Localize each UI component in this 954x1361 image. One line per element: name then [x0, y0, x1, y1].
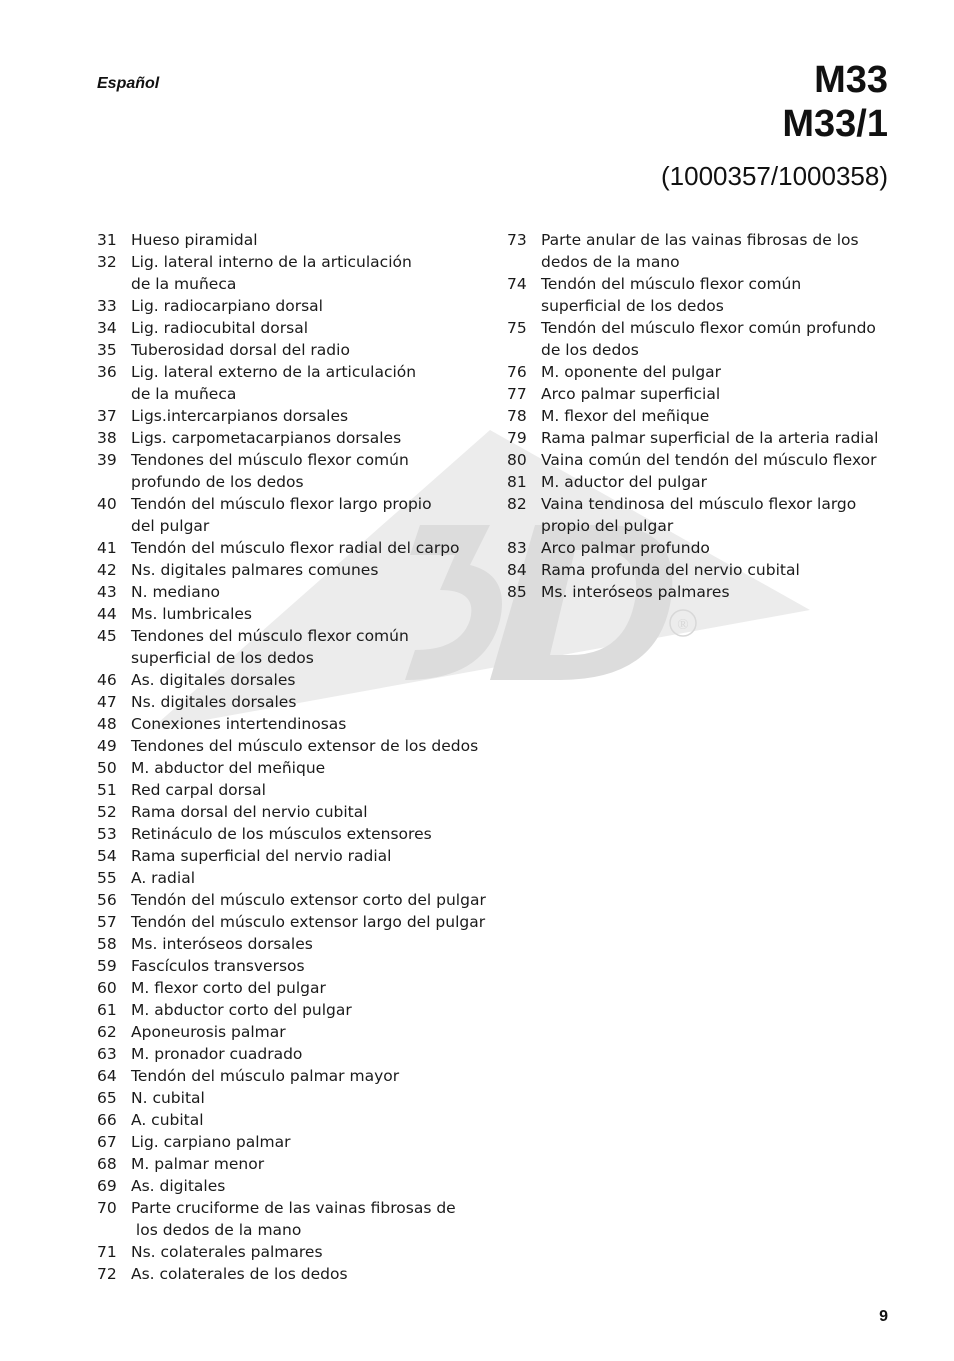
legend-item [507, 559, 897, 581]
legend-item-number: 71 [97, 1243, 117, 1261]
registered-mark-letter: ® [677, 617, 689, 633]
legend-item-number: 55 [97, 869, 117, 887]
legend-item-text: Retináculo de los músculos extensores [131, 825, 432, 843]
legend-item [97, 1197, 487, 1241]
legend-item-number: 85 [507, 583, 527, 601]
legend-item [97, 405, 487, 427]
legend-item [97, 449, 487, 493]
legend-item [97, 933, 487, 955]
legend-item-number: 72 [97, 1265, 117, 1283]
legend-item-text: Rama dorsal del nervio cubital [131, 803, 368, 821]
legend-item-number: 61 [97, 1001, 117, 1019]
legend-item-number: 56 [97, 891, 117, 909]
legend-item-number: 43 [97, 583, 117, 601]
legend-item-text: As. digitales [131, 1177, 226, 1195]
legend-item [97, 1109, 487, 1131]
legend-item-text: Ms. interóseos palmares [541, 583, 730, 601]
legend-item [507, 273, 897, 317]
legend-item-text: Lig. lateral interno de la articulación de la muñeca [131, 253, 412, 293]
legend-item [507, 317, 897, 361]
legend-item-text: Arco palmar profundo [541, 539, 710, 557]
legend-item [97, 801, 487, 823]
legend-item-text: Ns. digitales palmares comunes [131, 561, 379, 579]
legend-item-text: Lig. carpiano palmar [131, 1133, 291, 1151]
legend-item [97, 251, 487, 295]
legend-item-text: Hueso piramidal [131, 231, 258, 249]
legend-item-text: Tendón del músculo flexor largo propio del pulgar [131, 495, 432, 535]
legend-item-text: N. cubital [131, 1089, 205, 1107]
legend-item [97, 713, 487, 735]
legend-item [97, 757, 487, 779]
legend-item [97, 537, 487, 559]
legend-item [97, 317, 487, 339]
legend-item-text: Rama profunda del nervio cubital [541, 561, 800, 579]
language-label: Español [97, 75, 160, 92]
legend-item-number: 76 [507, 363, 527, 381]
legend-item-number: 64 [97, 1067, 117, 1085]
legend-item [97, 1241, 487, 1263]
legend-item-text: M. flexor del meñique [541, 407, 710, 425]
legend-item-text: Tendón del músculo palmar mayor [131, 1067, 400, 1085]
legend-item-number: 82 [507, 495, 527, 513]
legend-item [97, 955, 487, 977]
legend-item [97, 1175, 487, 1197]
legend-item [97, 845, 487, 867]
legend-item-text: A. cubital [131, 1111, 204, 1129]
legend-item-number: 51 [97, 781, 117, 799]
legend-item-text: Aponeurosis palmar [131, 1023, 286, 1041]
legend-item [507, 537, 897, 559]
legend-item-text: Tendón del músculo flexor radial del carpo [131, 539, 460, 557]
legend-item-number: 81 [507, 473, 527, 491]
legend-item-number: 62 [97, 1023, 117, 1041]
legend-column-left [97, 229, 487, 1285]
legend-item-number: 33 [97, 297, 117, 315]
legend-item [507, 427, 897, 449]
legend-item [97, 361, 487, 405]
legend-item-text: Rama superficial del nervio radial [131, 847, 392, 865]
legend-item [97, 1131, 487, 1153]
legend-item [97, 1043, 487, 1065]
legend-item-text: Parte cruciforme de las vainas fibrosas de los dedos de la mano [131, 1199, 456, 1239]
legend-item [97, 581, 487, 603]
legend-item-text: M. pronador cuadrado [131, 1045, 303, 1063]
legend-item-number: 41 [97, 539, 117, 557]
legend-item-text: Parte anular de las vainas fibrosas de los dedos de la mano [541, 231, 859, 271]
legend-item [97, 867, 487, 889]
legend-item-text: Tuberosidad dorsal del radio [131, 341, 350, 359]
legend-item-text: Tendones del músculo extensor de los dedos [131, 737, 479, 755]
legend-item-text: Red carpal dorsal [131, 781, 266, 799]
legend-item-number: 49 [97, 737, 117, 755]
legend-item-number: 52 [97, 803, 117, 821]
legend-item-text: As. colaterales de los dedos [131, 1265, 348, 1283]
legend-item-text: Ligs.intercarpianos dorsales [131, 407, 349, 425]
legend-item-text: M. abductor corto del pulgar [131, 1001, 352, 1019]
legend-item-text: Ns. colaterales palmares [131, 1243, 323, 1261]
legend-item [507, 361, 897, 383]
legend-item-text: Arco palmar superficial [541, 385, 721, 403]
legend-item-number: 58 [97, 935, 117, 953]
legend-item-number: 83 [507, 539, 527, 557]
legend-item-number: 35 [97, 341, 117, 359]
legend-column-right [507, 229, 897, 603]
model-secondary: M33/1 [782, 103, 888, 145]
legend-item-number: 60 [97, 979, 117, 997]
legend-item-text: M. aductor del pulgar [541, 473, 708, 491]
legend-item-text: M. abductor del meñique [131, 759, 326, 777]
legend-item-number: 68 [97, 1155, 117, 1173]
legend-item [97, 559, 487, 581]
legend-item-text: Ms. lumbricales [131, 605, 252, 623]
legend-item-text: As. digitales dorsales [131, 671, 296, 689]
legend-item-number: 59 [97, 957, 117, 975]
legend-item [97, 779, 487, 801]
legend-item [97, 339, 487, 361]
legend-item-number: 54 [97, 847, 117, 865]
legend-item-text: M. oponente del pulgar [541, 363, 722, 381]
legend-item [97, 1263, 487, 1285]
legend-item-number: 66 [97, 1111, 117, 1129]
legend-item-number: 38 [97, 429, 117, 447]
legend-item-number: 65 [97, 1089, 117, 1107]
legend-item [97, 229, 487, 251]
legend-item [97, 889, 487, 911]
legend-item [97, 735, 487, 757]
legend-item-number: 47 [97, 693, 117, 711]
legend-item [507, 581, 897, 603]
legend-item-number: 57 [97, 913, 117, 931]
product-codes: (1000357/1000358) [661, 161, 888, 191]
legend-item [507, 471, 897, 493]
legend-item-number: 67 [97, 1133, 117, 1151]
legend-item-number: 84 [507, 561, 527, 579]
legend-item-text: Ms. interóseos dorsales [131, 935, 313, 953]
legend-item-number: 50 [97, 759, 117, 777]
legend-item-number: 73 [507, 231, 527, 249]
legend-item-number: 40 [97, 495, 117, 513]
legend-item-number: 75 [507, 319, 527, 337]
legend-item-number: 74 [507, 275, 527, 293]
legend-item-number: 32 [97, 253, 117, 271]
legend-item-number: 78 [507, 407, 527, 425]
title-block [661, 58, 888, 191]
legend-item-text: Lig. radiocarpiano dorsal [131, 297, 323, 315]
legend-item-number: 44 [97, 605, 117, 623]
legend-item-number: 70 [97, 1199, 117, 1217]
legend-item-number: 37 [97, 407, 117, 425]
legend-item-number: 42 [97, 561, 117, 579]
legend-item [97, 625, 487, 669]
legend-item-number: 36 [97, 363, 117, 381]
legend-item [97, 1021, 487, 1043]
legend-item-text: N. mediano [131, 583, 221, 601]
legend-item-number: 46 [97, 671, 117, 689]
legend-item [97, 295, 487, 317]
legend-item-text: Ligs. carpometacarpianos dorsales [131, 429, 402, 447]
legend-item [97, 999, 487, 1021]
legend-item [97, 669, 487, 691]
legend-item-text: Vaina común del tendón del músculo flexor [541, 451, 877, 469]
legend-item-number: 48 [97, 715, 117, 733]
legend-item [97, 823, 487, 845]
legend-item-number: 77 [507, 385, 527, 403]
legend-item-text: M. palmar menor [131, 1155, 265, 1173]
legend-item [97, 603, 487, 625]
legend-item-text: Tendón del músculo flexor común superficial de los dedos [541, 275, 802, 315]
legend-item-number: 53 [97, 825, 117, 843]
legend-item-text: Tendón del músculo flexor común profundo de los dedos [541, 319, 876, 359]
legend-item [507, 383, 897, 405]
legend-item-text: Tendón del músculo extensor largo del pulgar [131, 913, 486, 931]
legend-item-text: Vaina tendinosa del músculo flexor largo propio del pulgar [541, 495, 857, 535]
legend-item-text: Tendones del músculo flexor común superficial de los dedos [131, 627, 409, 667]
page-number: 9 [879, 1308, 888, 1325]
legend-item [97, 1153, 487, 1175]
legend-item [97, 911, 487, 933]
legend-item [507, 405, 897, 427]
legend-item-number: 80 [507, 451, 527, 469]
legend-item-number: 34 [97, 319, 117, 337]
legend-item-text: Fascículos transversos [131, 957, 305, 975]
legend-item [97, 493, 487, 537]
legend-item-number: 31 [97, 231, 117, 249]
model-primary: M33 [814, 59, 888, 101]
legend-item [97, 691, 487, 713]
legend-item [507, 229, 897, 273]
legend-item-text: M. flexor corto del pulgar [131, 979, 326, 997]
legend-item-number: 69 [97, 1177, 117, 1195]
legend-item [97, 427, 487, 449]
legend-item-number: 45 [97, 627, 117, 645]
legend-item-text: Tendones del músculo flexor común profundo de los dedos [131, 451, 409, 491]
legend-item-text: Conexiones intertendinosas [131, 715, 347, 733]
legend-item-number: 79 [507, 429, 527, 447]
legend-item-text: A. radial [131, 869, 196, 887]
legend-item [507, 449, 897, 471]
legend-item-text: Lig. radiocubital dorsal [131, 319, 309, 337]
legend-item [97, 1065, 487, 1087]
legend-item [507, 493, 897, 537]
legend-item-number: 63 [97, 1045, 117, 1063]
legend-item-text: Lig. lateral externo de la articulación de la muñeca [131, 363, 417, 403]
legend-item-text: Tendón del músculo extensor corto del pulgar [131, 891, 486, 909]
legend-item-number: 39 [97, 451, 117, 469]
legend-item-text: Ns. digitales dorsales [131, 693, 297, 711]
legend-item [97, 977, 487, 999]
legend-item-text: Rama palmar superficial de la arteria radial [541, 429, 879, 447]
legend-item [97, 1087, 487, 1109]
